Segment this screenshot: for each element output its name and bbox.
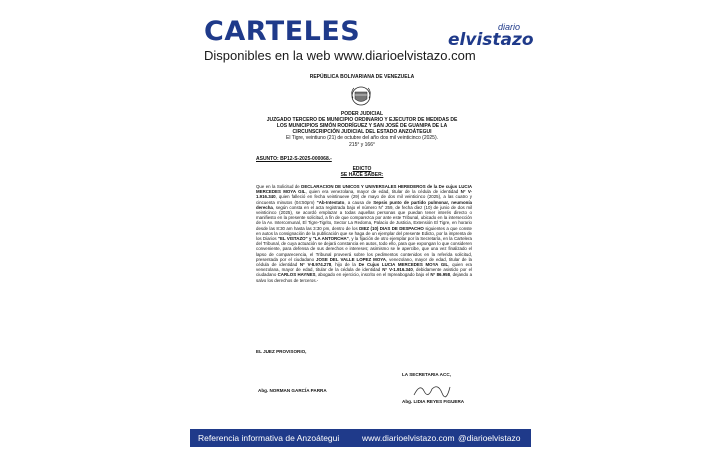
se-hace-saber: SE HACE SABER: (340, 172, 384, 178)
footer-bar (190, 429, 531, 447)
header (0, 0, 720, 66)
footer-web[interactable]: www.diarioelvistazo.com (362, 433, 455, 443)
logo-small-text: diario (498, 22, 521, 32)
juez-label: EL JUEZ PROVISORIO, (256, 349, 307, 354)
edicto-heading: EDICTO (352, 166, 372, 172)
juzgado-line-3: CIRCUNSCRIPCIÓN JUDICIAL DEL ESTADO ANZOÁTEGUI (292, 129, 432, 135)
coat-of-arms-icon (348, 84, 374, 108)
secretaria-label: LA SECRETARIA ACC, (402, 372, 451, 377)
carteles-title: CARTELES (204, 16, 361, 47)
poder-judicial: PODER JUDICIAL (340, 111, 384, 117)
footer-social[interactable]: @diarioelvistazo (458, 433, 521, 443)
juez-name: Abg. NORMAN GARCÍA PARRA (258, 388, 327, 393)
asunto: ASUNTO: BP12-S-2025-000068.- (256, 156, 332, 162)
fecha-line: El Tigre, veintiuno (21) de octubre del año dos mil veinticinco (2025). (285, 135, 439, 141)
edicto-document (244, 70, 480, 415)
anios-line: 215° y 166° (349, 142, 375, 148)
edicto-body: Que en la Solicitud de DECLARACION DE UNICOS Y UNIVERSALES HEREDEROS de la De cujus LUCIA MERCEDES MOYA GIL, quien era venezolana, mayor de edad, titular de la cédula de identidad N° V-1.916.340, quien falleció en fecha veintinueve (29) de mayo de dos mil veinticinco (2025), a las cuatro y cincuenta minutos (04:50pm) "Ab-Intestato, a causa de Sepsis punto de partido pulmonar, neumonía derecha, según consta en el acta registrada bajo el número N° 259, de fecha diez (10) de junio de dos mil veinticinco (2025), se acordó emplazar a todas aquellas personas que puedan tener interés directo o manifiesto en la presente solicitud, a fin de que comparezca por ante este Tribunal, ubicado en la intersección de la Av. Intercomunal, El Tigre-Tigrito, Sector La Redoma, Palacio de Justicia, Extensión El Tigre, en horario desde las 8:30 am hasta las 3:30 pm, dentro de los DIEZ (10) DIAS DE DESPACHO siguientes a que conste en autos la consignación de la publicación que se haga de un ejemplar del presente Edicto, por la imprenta de los Diarios "EL VISTAZO" y "LA ANTORCHA", y la fijación de otro ejemplar por la Secretaría, en la Cartelera del Tribunal, de cuya actuación se dejará constancia en autos, todo ello, para que expongan lo que consideren conveniente, para defensa de sus derechos e intereses; asimismo se le apercibe, que una vez finalizado el lapso de comparecencia, el Tribunal proveerá sobre los pedimentos contenidos en la referida solicitud, presentada por el ciudadano JOSE DEL VALLE LOPEZ MOYA, venezolano, mayor de edad, titular de la cédula de identidad N° V-8.974.278, hijo de la De Cujus LUCIA MERCEDES MOYA GIL, quien era venezolana, mayor de edad, titular de la cédula de identidad N° V-1.916.340, debidamente asistido por el ciudadano CARLOS HAYNES, abogado en ejercicio, inscrito en el Inpreabogado bajo el N° 86.958, dejando a salvo los derechos de terceros.- (256, 184, 473, 283)
signature-icon (412, 381, 452, 399)
juzgado-line-2: LOS MUNICIPIOS SIMÓN RODRÍGUEZ Y SAN JOSÉ DE GUANIPA DE LA (276, 123, 448, 129)
secretaria-name: Abg. LIDIA REYES FIGUERA (402, 399, 465, 404)
carteles-subtitle: Disponibles en la web www.diarioelvistazo.com (204, 48, 476, 63)
elvistazo-logo: elvistazo (448, 30, 534, 50)
footer-referencia: Referencia informativa de Anzoátegui (198, 433, 340, 443)
republica-heading: REPÚBLICA BOLIVARIANA DE VENEZUELA (309, 74, 415, 80)
juzgado-line-1: JUZGADO TERCERO DE MUNICIPIO ORDINARIO Y EJECUTOR DE MEDIDAS DE (266, 117, 458, 123)
